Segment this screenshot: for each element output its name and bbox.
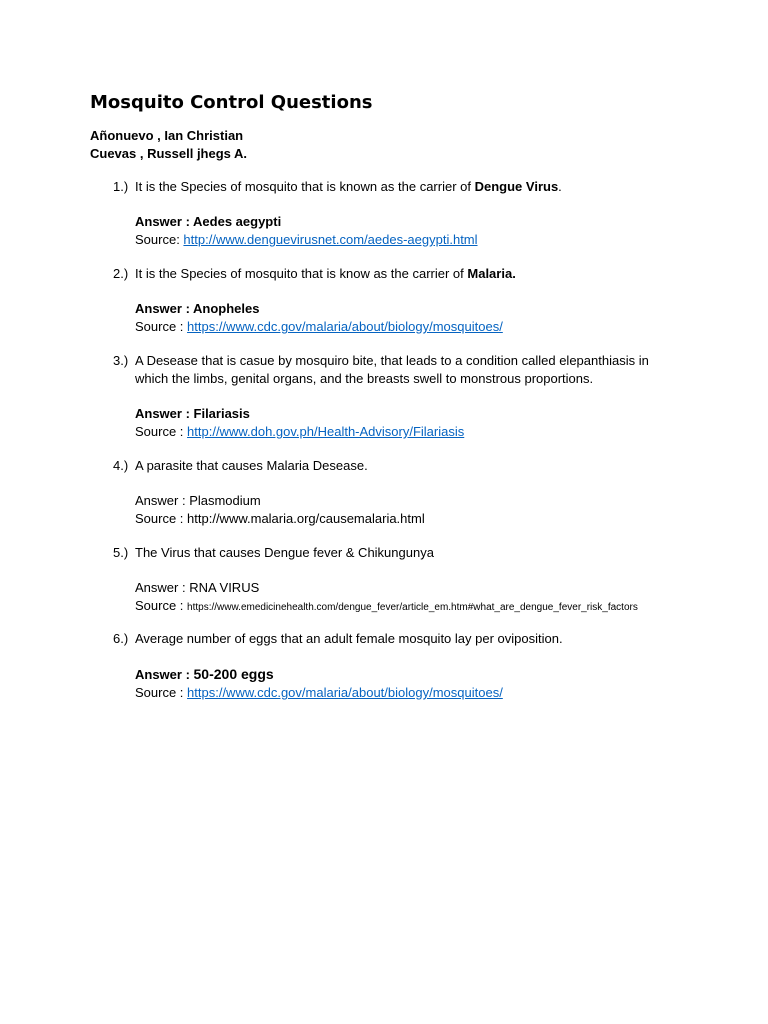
answer-block <box>90 213 680 249</box>
question-text: 2.) It is the Species of mosquito that is know as the carrier of Malaria. <box>113 266 516 281</box>
answer-value: Aedes aegypti <box>193 214 282 229</box>
question-number: 2.) <box>113 266 129 281</box>
question-number: 4.) <box>113 458 129 473</box>
question-number: 1.) <box>113 179 129 194</box>
answer-line: Answer : Filariasis <box>135 406 250 421</box>
author-name: Añonuevo , Ian Christian <box>90 128 244 143</box>
question-item <box>90 544 680 617</box>
author-list <box>90 127 247 163</box>
answer-value: Plasmodium <box>189 493 261 508</box>
page-title: Mosquito Control Questions <box>90 92 373 113</box>
answer-line: Answer : 50-200 eggs <box>135 666 274 682</box>
question-number: 6.) <box>113 631 129 646</box>
answer-value: Filariasis <box>193 406 250 421</box>
answer-value: RNA VIRUS <box>189 580 260 595</box>
question-text: 6.) Average number of eggs that an adult female mosquito lay per oviposition. <box>113 631 563 646</box>
question-item <box>90 352 680 441</box>
answer-line: Answer : Plasmodium <box>135 493 261 508</box>
question-text: 1.) It is the Species of mosquito that is known as the carrier of Dengue Virus. <box>113 179 562 194</box>
answer-block <box>90 405 680 441</box>
source-line: Source: http://www.denguevirusnet.com/aedes-aegypti.html <box>135 232 478 247</box>
author-name: Cuevas , Russell jhegs A. <box>90 146 248 161</box>
source-link[interactable]: https://www.cdc.gov/malaria/about/biology/mosquitoes/ <box>187 685 503 700</box>
source-text: http://www.malaria.org/causemalaria.html <box>187 511 425 526</box>
source-link[interactable]: http://www.denguevirusnet.com/aedes-aegypti.html <box>183 232 478 247</box>
source-line: Source : https://www.cdc.gov/malaria/about/biology/mosquitoes/ <box>135 685 503 700</box>
question-text: 4.) A parasite that causes Malaria Desease. <box>113 458 368 473</box>
question-number: 5.) <box>113 545 129 560</box>
source-text: https://www.emedicinehealth.com/dengue_fever/article_em.htm#what_are_dengue_fever_risk_factors <box>187 602 638 613</box>
question-text: 5.) The Virus that causes Dengue fever & Chikungunya <box>113 545 434 560</box>
question-item <box>90 178 680 249</box>
answer-block <box>90 665 680 702</box>
question-number: 3.) <box>113 353 129 368</box>
source-line: Source : http://www.doh.gov.ph/Health-Advisory/Filariasis <box>135 424 465 439</box>
answer-line: Answer : RNA VIRUS <box>135 580 260 595</box>
question-text: 3.) A Desease that is casue by mosquiro bite, that leads to a condition called elepanthiasis in which the limbs, genital organs, and the breasts swell to monstrous proportions. <box>113 353 649 386</box>
answer-block <box>90 579 680 617</box>
question-item <box>90 630 680 702</box>
answer-block <box>90 300 680 336</box>
answer-line: Answer : Aedes aegypti <box>135 214 282 229</box>
answer-value: 50-200 eggs <box>193 666 274 682</box>
source-line: Source : https://www.cdc.gov/malaria/about/biology/mosquitoes/ <box>135 319 503 334</box>
answer-line: Answer : Anopheles <box>135 301 260 316</box>
source-line: Source : https://www.emedicinehealth.com/dengue_fever/article_em.htm#what_are_dengue_fever_risk_factors <box>135 598 638 613</box>
answer-block <box>90 492 680 528</box>
source-line: Source : http://www.malaria.org/causemalaria.html <box>135 511 425 526</box>
source-link[interactable]: http://www.doh.gov.ph/Health-Advisory/Filariasis <box>187 424 465 439</box>
question-item <box>90 457 680 528</box>
answer-value: Anopheles <box>193 301 260 316</box>
question-item <box>90 265 680 336</box>
source-link[interactable]: https://www.cdc.gov/malaria/about/biology/mosquitoes/ <box>187 319 503 334</box>
